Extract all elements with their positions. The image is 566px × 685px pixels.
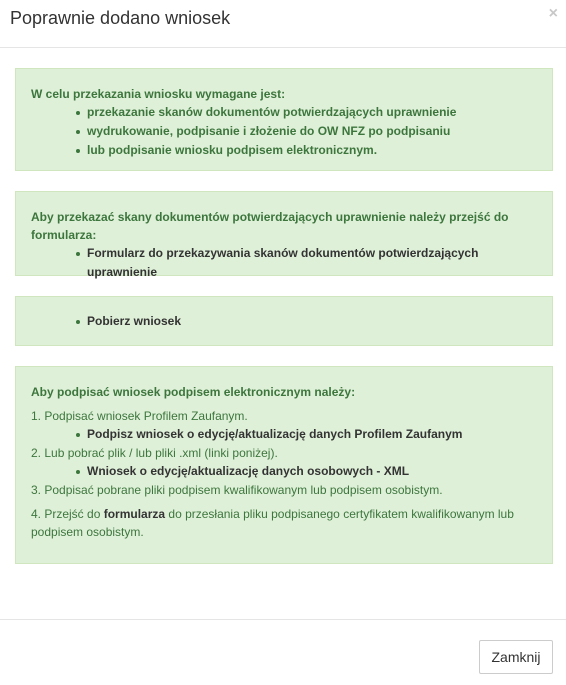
download-list <box>31 312 552 331</box>
list-item: lub podpisanie wniosku podpisem elektronicznym. <box>31 141 552 160</box>
step-4-suffix: do przesłania pliku podpisanego certyfikatem kwalifikowanym lub <box>165 507 514 521</box>
scan-upload-form-link[interactable]: Formularz do przekazywania skanów dokumentów potwierdzających uprawnienie <box>87 246 479 279</box>
trusted-profile-sign-link[interactable]: Podpisz wniosek o edycję/aktualizację danych Profilem Zaufanym <box>87 427 463 441</box>
step-2-list <box>31 462 542 481</box>
e-signature-heading: Aby podpisać wniosek podpisem elektronicznym należy: <box>31 385 356 399</box>
step-1: 1. Podpisać wniosek Profilem Zaufanym. <box>31 409 248 423</box>
step-1-list <box>31 425 542 444</box>
requirements-alert <box>15 68 553 171</box>
requirements-heading: W celu przekazania wniosku wymagane jest: <box>31 87 286 101</box>
download-application-link[interactable]: Pobierz wniosek <box>87 314 182 328</box>
scan-upload-list <box>31 244 542 282</box>
list-item: wydrukowanie, podpisanie i złożenie do OW NFZ po podpisaniu <box>31 122 552 141</box>
modal-header <box>0 0 566 48</box>
e-signature-alert <box>15 366 553 564</box>
step-3: 3. Podpisać pobrane pliki podpisem kwalifikowanym lub podpisem osobistym. <box>31 483 443 497</box>
xml-download-link[interactable]: Wniosek o edycję/aktualizację danych osobowych - XML <box>87 464 410 478</box>
step-4 <box>31 505 542 523</box>
list-item <box>31 244 542 282</box>
list-item: przekazanie skanów dokumentów potwierdzających uprawnienie <box>31 103 552 122</box>
modal-title: Poprawnie dodano wniosek <box>10 8 231 28</box>
scan-upload-text: Aby przekazać skany dokumentów potwierdzających uprawnienie należy przejść do formularza: <box>31 210 509 242</box>
form-link[interactable]: formularza <box>103 507 166 521</box>
download-alert <box>15 296 553 346</box>
list-item <box>31 425 542 444</box>
modal-footer <box>0 619 566 685</box>
scan-upload-alert <box>15 191 553 279</box>
close-icon[interactable]: × <box>548 5 558 22</box>
list-item <box>31 312 552 331</box>
step-2: 2. Lub pobrać plik / lub pliki .xml (linki poniżej). <box>31 446 278 460</box>
step-4-prefix: 4. Przejść do <box>31 507 104 521</box>
requirements-list <box>31 103 552 160</box>
list-item <box>31 462 542 481</box>
close-button[interactable]: Zamknij <box>479 640 553 674</box>
step-4-continued: podpisem osobistym. <box>31 525 144 539</box>
